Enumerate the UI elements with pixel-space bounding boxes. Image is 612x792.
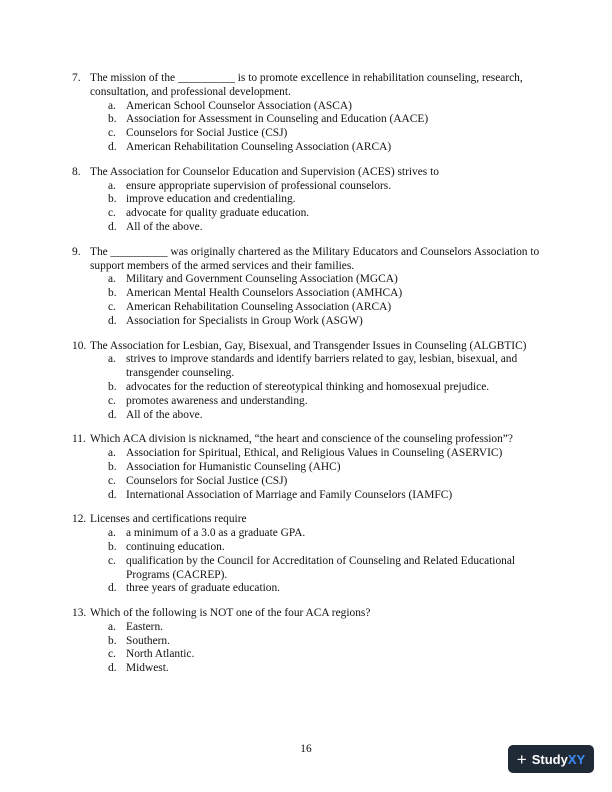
option-text: Eastern. [126, 620, 164, 633]
answer-option [108, 207, 542, 221]
option-text: continuing education. [126, 540, 225, 553]
option-text: Counselors for Social Justice (CSJ) [126, 127, 288, 140]
question-text: The mission of the __________ is to promote excellence in rehabilitation counseling, research, consultation, and professional development. [90, 72, 523, 98]
option-text: Association for Assessment in Counseling and Education (AACE) [126, 113, 429, 126]
option-text: American Rehabilitation Counseling Association (ARCA) [126, 140, 392, 153]
answer-option [108, 287, 542, 301]
answer-option [108, 180, 542, 194]
option-text: Midwest. [126, 662, 169, 675]
answer-options [72, 180, 542, 235]
option-text: improve education and credentialing. [126, 193, 296, 206]
option-letter: a. [108, 353, 116, 366]
question-number: 13. [72, 607, 87, 620]
option-text: a minimum of a 3.0 as a graduate GPA. [126, 527, 306, 540]
answer-options [72, 100, 542, 155]
option-letter: c. [108, 127, 116, 140]
option-text: advocate for quality graduate education. [126, 207, 310, 220]
option-text: North Atlantic. [126, 648, 195, 661]
option-text: American School Counselor Association (ASCA) [126, 99, 352, 112]
option-letter: b. [108, 634, 117, 647]
option-letter: d. [108, 582, 117, 595]
plus-icon: + [516, 749, 527, 769]
option-letter: c. [108, 554, 116, 567]
answer-option [108, 273, 542, 287]
answer-option [108, 648, 542, 662]
answer-options [72, 527, 542, 596]
option-letter: b. [108, 113, 117, 126]
option-letter: b. [108, 540, 117, 553]
answer-option [108, 489, 542, 503]
option-letter: d. [108, 314, 117, 327]
option-letter: a. [108, 179, 116, 192]
option-text: Military and Government Counseling Association (MGCA) [126, 273, 398, 286]
option-letter: a. [108, 527, 116, 540]
answer-option [108, 315, 542, 329]
answer-option [108, 541, 542, 555]
option-letter: c. [108, 474, 116, 487]
answer-option [108, 127, 542, 141]
question-11 [72, 433, 542, 502]
option-letter: d. [108, 488, 117, 501]
question-number: 11. [72, 433, 86, 446]
question-8 [72, 166, 542, 235]
question-number: 7. [72, 72, 81, 84]
option-letter: c. [108, 648, 116, 661]
answer-option [108, 447, 542, 461]
option-letter: d. [108, 140, 117, 153]
answer-option [108, 141, 542, 155]
brand-suffix: XY [567, 751, 586, 767]
option-letter: b. [108, 460, 117, 473]
answer-option [108, 193, 542, 207]
answer-option [108, 662, 542, 676]
option-letter: a. [108, 99, 116, 112]
option-text: All of the above. [126, 408, 203, 421]
option-text: Southern. [126, 634, 170, 647]
option-letter: d. [108, 408, 117, 421]
brand-prefix: Study [531, 751, 568, 767]
answer-option [108, 113, 542, 127]
question-9 [72, 246, 542, 329]
answer-option [108, 527, 542, 541]
option-text: American Mental Health Counselors Association (AMHCA) [126, 287, 403, 300]
answer-options [72, 447, 542, 502]
page-number: 16 [300, 743, 312, 755]
question-number: 8. [72, 165, 81, 178]
question-text: The Association for Lesbian, Gay, Bisexual, and Transgender Issues in Counseling (ALGBTIC) [90, 339, 527, 352]
answer-option [108, 409, 542, 423]
studyxy-logo-button[interactable] [508, 745, 594, 773]
question-13 [72, 607, 542, 676]
question-number: 10. [72, 339, 87, 352]
answer-options [72, 273, 542, 328]
option-text: strives to improve standards and identify barriers related to gay, lesbian, bisexual, and transgender counseling. [126, 353, 518, 380]
option-letter: b. [108, 287, 117, 300]
option-text: All of the above. [126, 220, 203, 233]
option-text: three years of graduate education. [126, 582, 281, 595]
option-text: International Association of Marriage and Family Counselors (IAMFC) [126, 488, 453, 501]
question-7 [72, 72, 542, 155]
option-letter: b. [108, 193, 117, 206]
question-12 [72, 513, 542, 596]
answer-option [108, 461, 542, 475]
question-text: Which of the following is NOT one of the four ACA regions? [90, 607, 371, 620]
question-list [72, 72, 542, 687]
option-letter: c. [108, 300, 116, 313]
answer-option [108, 381, 542, 395]
option-text: advocates for the reduction of stereotypical thinking and homosexual prejudice. [126, 380, 490, 393]
option-text: Association for Humanistic Counseling (AHC) [126, 460, 341, 473]
question-text: The Association for Counselor Education and Supervision (ACES) strives to [90, 165, 439, 178]
answer-option [108, 475, 542, 489]
option-letter: d. [108, 220, 117, 233]
question-text: The __________ was originally chartered as the Military Educators and Counselors Association to support members of the armed services and their families. [90, 245, 540, 272]
option-letter: a. [108, 620, 116, 633]
answer-options [72, 353, 542, 422]
question-text: Licenses and certifications require [90, 513, 247, 526]
answer-option [108, 555, 542, 583]
option-letter: d. [108, 662, 117, 675]
question-text: Which ACA division is nicknamed, “the heart and conscience of the counseling profession”? [90, 433, 513, 446]
answer-options [72, 621, 542, 676]
answer-option [108, 582, 542, 596]
answer-option [108, 301, 542, 315]
question-number: 9. [72, 245, 81, 258]
option-text: ensure appropriate supervision of professional counselors. [126, 179, 392, 192]
option-letter: a. [108, 273, 116, 286]
answer-option [108, 353, 542, 381]
option-letter: c. [108, 207, 116, 220]
answer-option [108, 221, 542, 235]
option-text: qualification by the Council for Accreditation of Counseling and Related Educational Programs (CACREP). [126, 554, 516, 581]
option-letter: b. [108, 380, 117, 393]
answer-option [108, 395, 542, 409]
question-10 [72, 340, 542, 423]
option-letter: a. [108, 447, 116, 460]
answer-option [108, 100, 542, 114]
answer-option [108, 621, 542, 635]
answer-option [108, 635, 542, 649]
question-number: 12. [72, 513, 87, 526]
option-text: Counselors for Social Justice (CSJ) [126, 474, 288, 487]
option-text: Association for Specialists in Group Work (ASGW) [126, 314, 363, 327]
option-letter: c. [108, 394, 116, 407]
option-text: Association for Spiritual, Ethical, and Religious Values in Counseling (ASERVIC) [126, 447, 503, 460]
option-text: American Rehabilitation Counseling Association (ARCA) [126, 300, 392, 313]
option-text: promotes awareness and understanding. [126, 394, 308, 407]
